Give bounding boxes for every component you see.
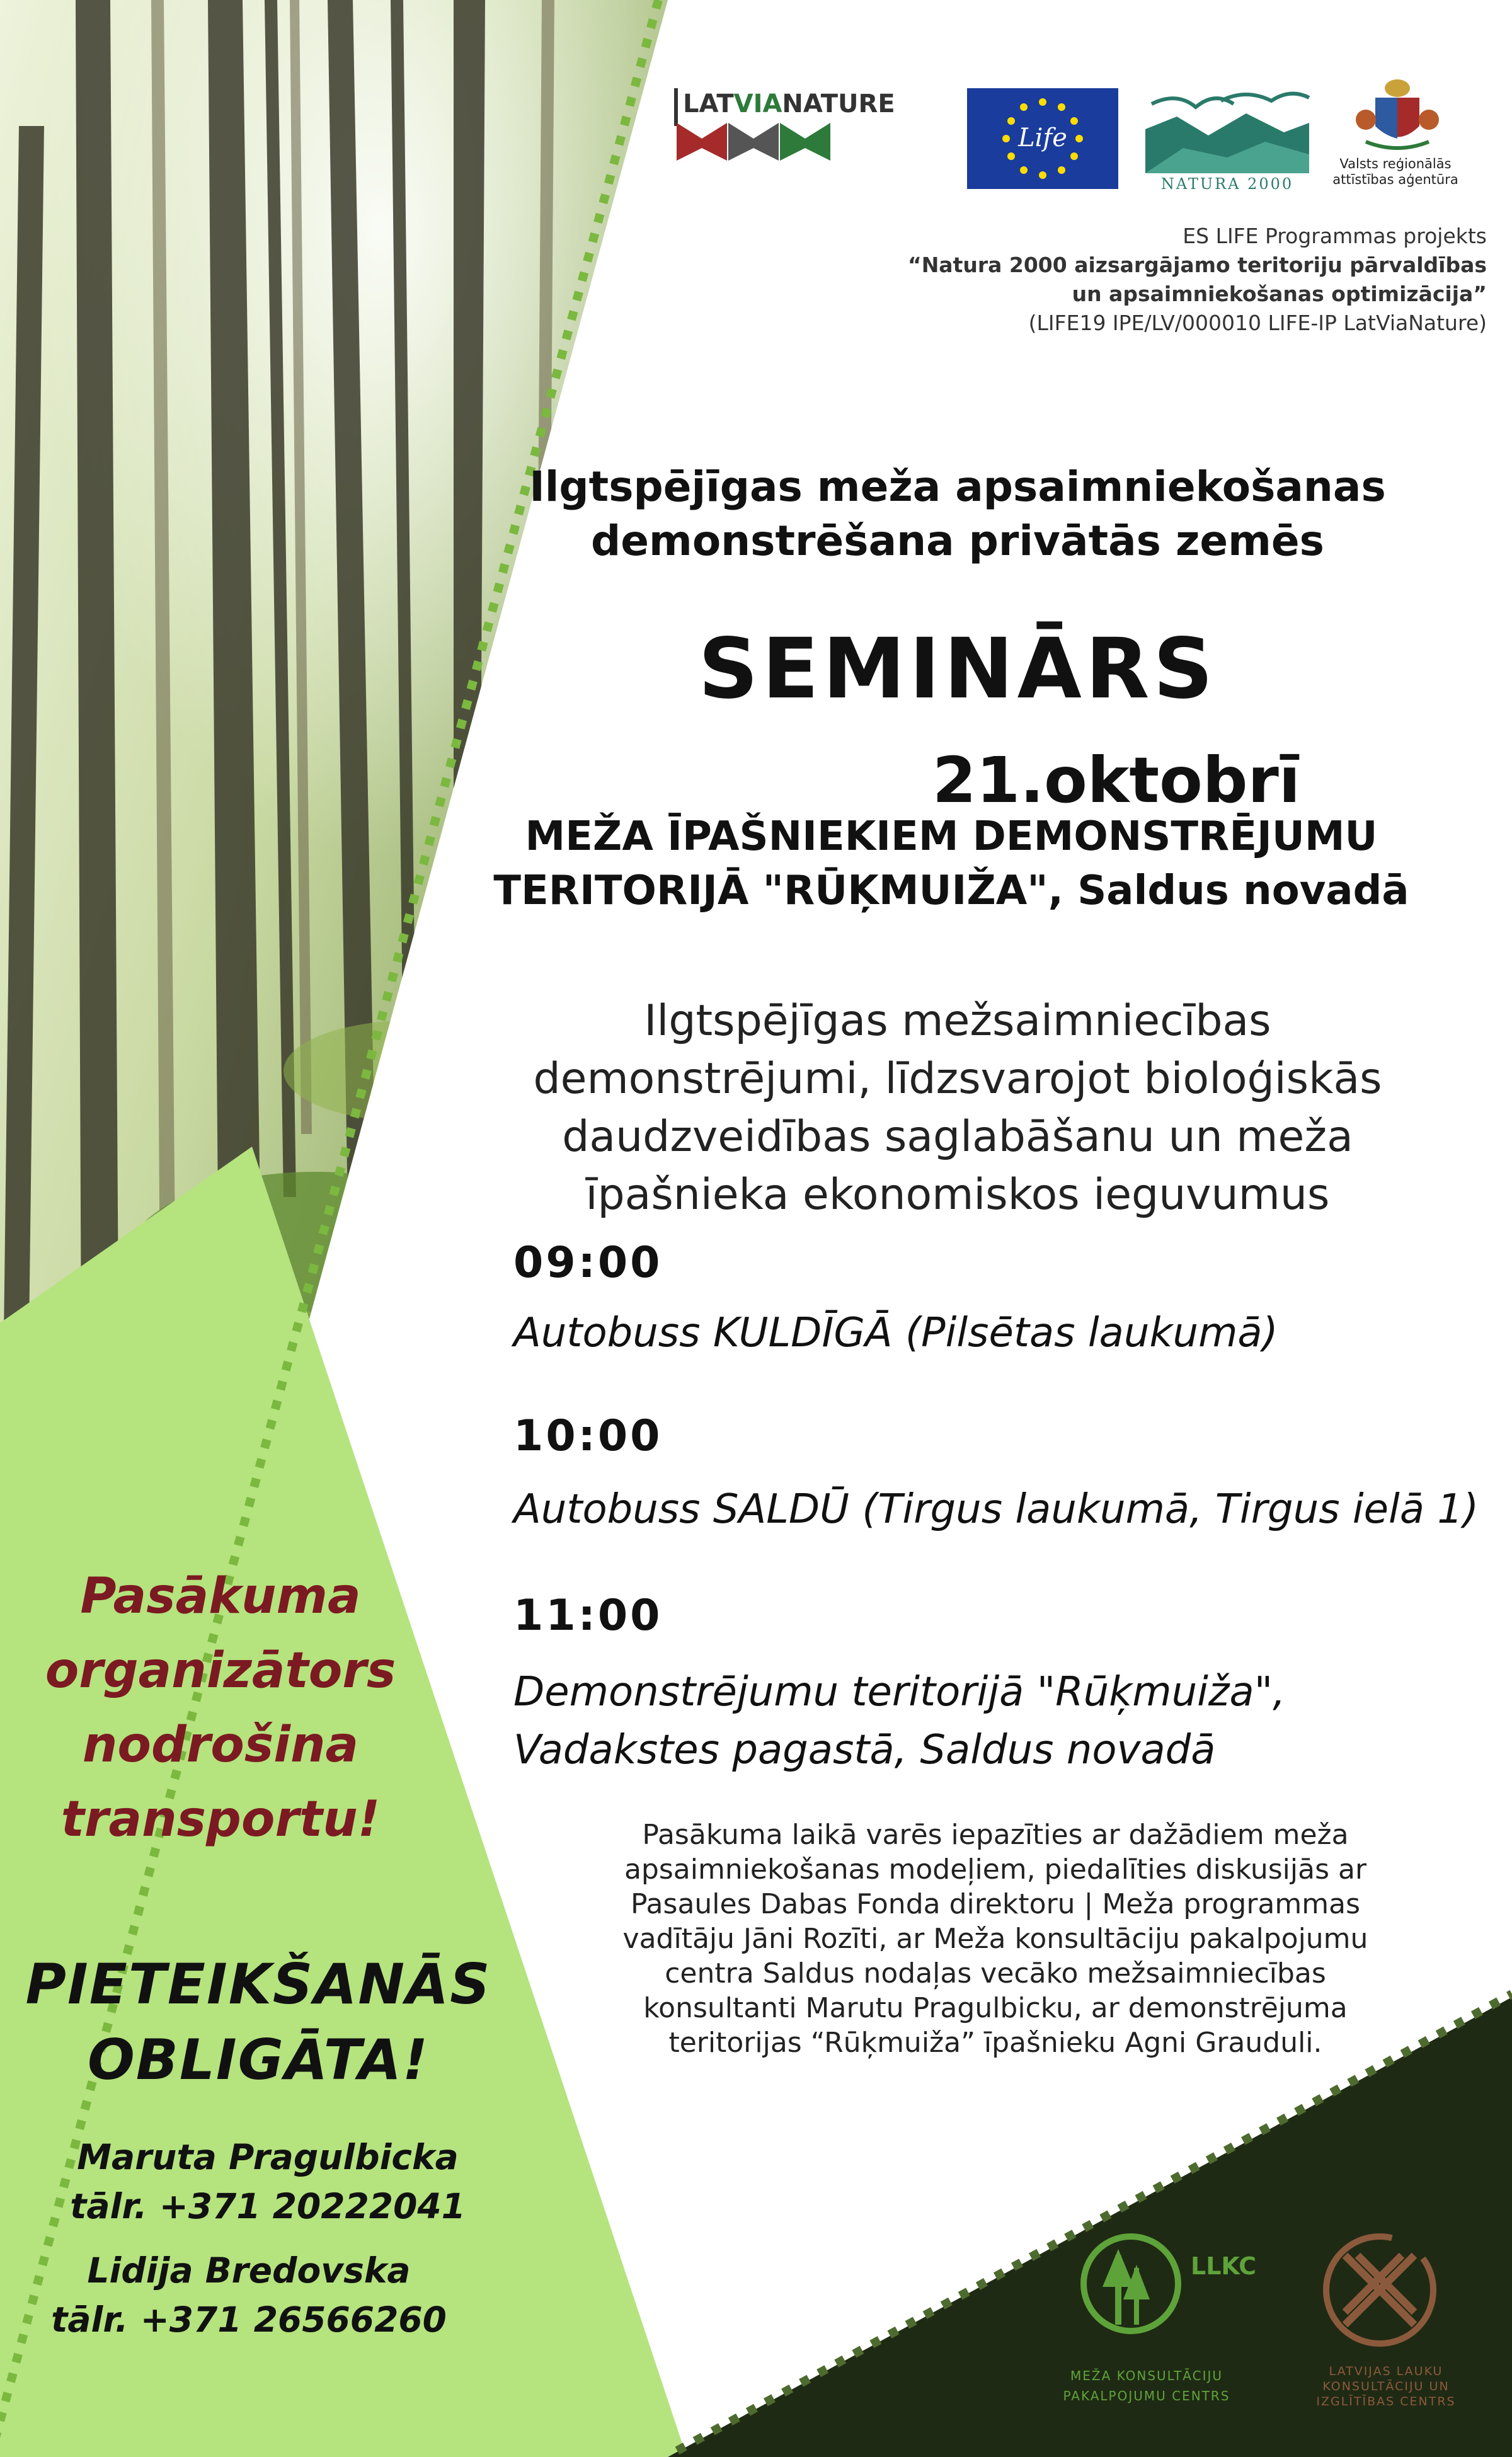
agency-logo-text — [1329, 156, 1462, 188]
latvia-coat-of-arms-icon — [1353, 76, 1441, 154]
event-subtitle — [466, 460, 1449, 568]
note-line2: apsaimniekošanas modeļiem, piedalīties diskusijās ar — [624, 1853, 1367, 1886]
tree-icon — [1102, 2249, 1150, 2325]
note-line7: teritorijas “Rūķmuiža” īpašnieku Agni Grauduli. — [668, 2027, 1322, 2059]
project-line4: (LIFE19 IPE/LV/000010 LIFE-IP LatViaNature) — [1028, 311, 1487, 335]
latvianature-via: VIA — [733, 89, 782, 118]
contact-name: Lidija Bredovska — [87, 2250, 411, 2291]
schedule-place: Autobuss KULDĪGĀ (Pilsētas laukumā) — [513, 1310, 1278, 1356]
latvianature-nature: NATURE — [782, 89, 895, 118]
subtitle-line2: demonstrēšana privātās zemēs — [591, 517, 1324, 565]
description-line1: Ilgtspējīgas mežsaimniecības — [644, 996, 1271, 1046]
note-line6: konsultanti Marutu Pragulbicku, ar demonstrējuma — [643, 1992, 1348, 2024]
note-line1: Pasākuma laikā varēs iepazīties ar dažādiem meža — [642, 1819, 1349, 1851]
note-line4: vadītāju Jāni Rozīti, ar Meža konsultāciju pakalpojumu — [622, 1923, 1368, 1955]
mkpc-logo-text — [1033, 2366, 1260, 2406]
schedule-time: 10:00 — [513, 1411, 663, 1461]
life-label: Life — [1018, 123, 1067, 152]
schedule-time: 09:00 — [513, 1238, 663, 1288]
event-note — [554, 1818, 1436, 2060]
project-info — [794, 222, 1487, 338]
event-description — [441, 992, 1474, 1224]
registration-line2: OBLIGĀTA! — [87, 2027, 430, 2092]
target-line2: TERITORIJĀ "RŪĶMUIŽA", Saldus novadā — [493, 868, 1409, 914]
agency-line2: attīstības aģentūra — [1332, 172, 1458, 187]
registration-line1: PIETEIKŠANĀS — [25, 1952, 491, 2017]
contact-phone[interactable]: tālr. +371 20222041 — [70, 2186, 466, 2226]
registration-required — [13, 1947, 504, 2098]
subtitle-line1: Ilgtspējīgas meža apsaimniekošanas — [529, 462, 1386, 511]
llkc-logo-text — [1304, 2364, 1468, 2409]
description-line4: īpašnieka ekonomiskos ieguvumus — [585, 1170, 1330, 1220]
event-target — [416, 810, 1487, 918]
project-line3: un apsaimniekošanas optimizācija” — [1072, 282, 1487, 306]
contact-phone[interactable]: tālr. +371 26566260 — [51, 2300, 447, 2340]
schedule-place-line2: Vadakstes pagastā, Saldus novadā — [513, 1727, 1216, 1773]
latvianature-lat: LAT — [683, 89, 734, 118]
organizer-line1: Pasākuma — [80, 1568, 361, 1625]
eu-life-logo — [967, 88, 1118, 189]
llkc-line2: KONSULTĀCIJU UN — [1322, 2380, 1450, 2393]
organizer-line2: organizātors — [45, 1642, 396, 1699]
description-line2: demonstrējumi, līdzsvarojot bioloģiskās — [533, 1054, 1382, 1104]
agency-line1: Valsts reģionālās — [1339, 156, 1452, 171]
mkpc-logo — [1071, 2230, 1257, 2356]
mkpc-mark: LLKC — [1191, 2252, 1257, 2280]
schedule-time: 11:00 — [513, 1591, 663, 1641]
llkc-line3: IZGLĪTĪBAS CENTRS — [1316, 2395, 1456, 2408]
project-line1: ES LIFE Programmas projekts — [1183, 224, 1487, 248]
organizer-line4: transportu! — [60, 1791, 381, 1848]
crossed-tools-icon — [1345, 2255, 1414, 2325]
organizer-transport-note — [25, 1559, 416, 1857]
description-line3: daudzveidības saglabāšanu un meža — [562, 1112, 1353, 1162]
contact-name: Maruta Pragulbicka — [77, 2137, 459, 2177]
project-line2: “Natura 2000 aizsargājamo teritoriju pārvaldības — [908, 253, 1487, 277]
schedule-place: Autobuss SALDŪ (Tirgus laukumā, Tirgus ielā 1) — [513, 1486, 1479, 1533]
contact-1 — [47, 2133, 488, 2231]
seminar-heading: SEMINĀRS — [698, 621, 1217, 718]
mkpc-line1: MEŽA KONSULTĀCIJU — [1070, 2368, 1223, 2383]
target-line1: MEŽA ĪPAŠNIEKIEM DEMONSTRĒJUMU — [525, 813, 1378, 860]
mkpc-line2: PAKALPOJUMU CENTRS — [1063, 2388, 1230, 2403]
schedule-place — [513, 1663, 1496, 1779]
schedule-place-line1: Demonstrējumu teritorijā "Rūķmuiža", — [513, 1669, 1286, 1715]
note-line5: centra Saldus nodaļas vecāko mežsaimniecības — [665, 1957, 1326, 1990]
note-line3: Pasaules Dabas Fonda direktoru | Meža programmas — [631, 1888, 1360, 1920]
llkc-logo — [1310, 2227, 1449, 2359]
natura2000-label: NATURA 2000 — [1160, 175, 1294, 193]
organizer-line3: nodrošina — [82, 1717, 359, 1773]
event-date: 21.oktobrī — [932, 743, 1301, 817]
latvianature-logo — [668, 82, 951, 176]
contact-2 — [28, 2246, 469, 2344]
natura2000-logo — [1139, 79, 1315, 192]
svg-text:LATVIANATURE — [683, 89, 895, 118]
llkc-line1: LATVIJAS LAUKU — [1329, 2364, 1443, 2378]
